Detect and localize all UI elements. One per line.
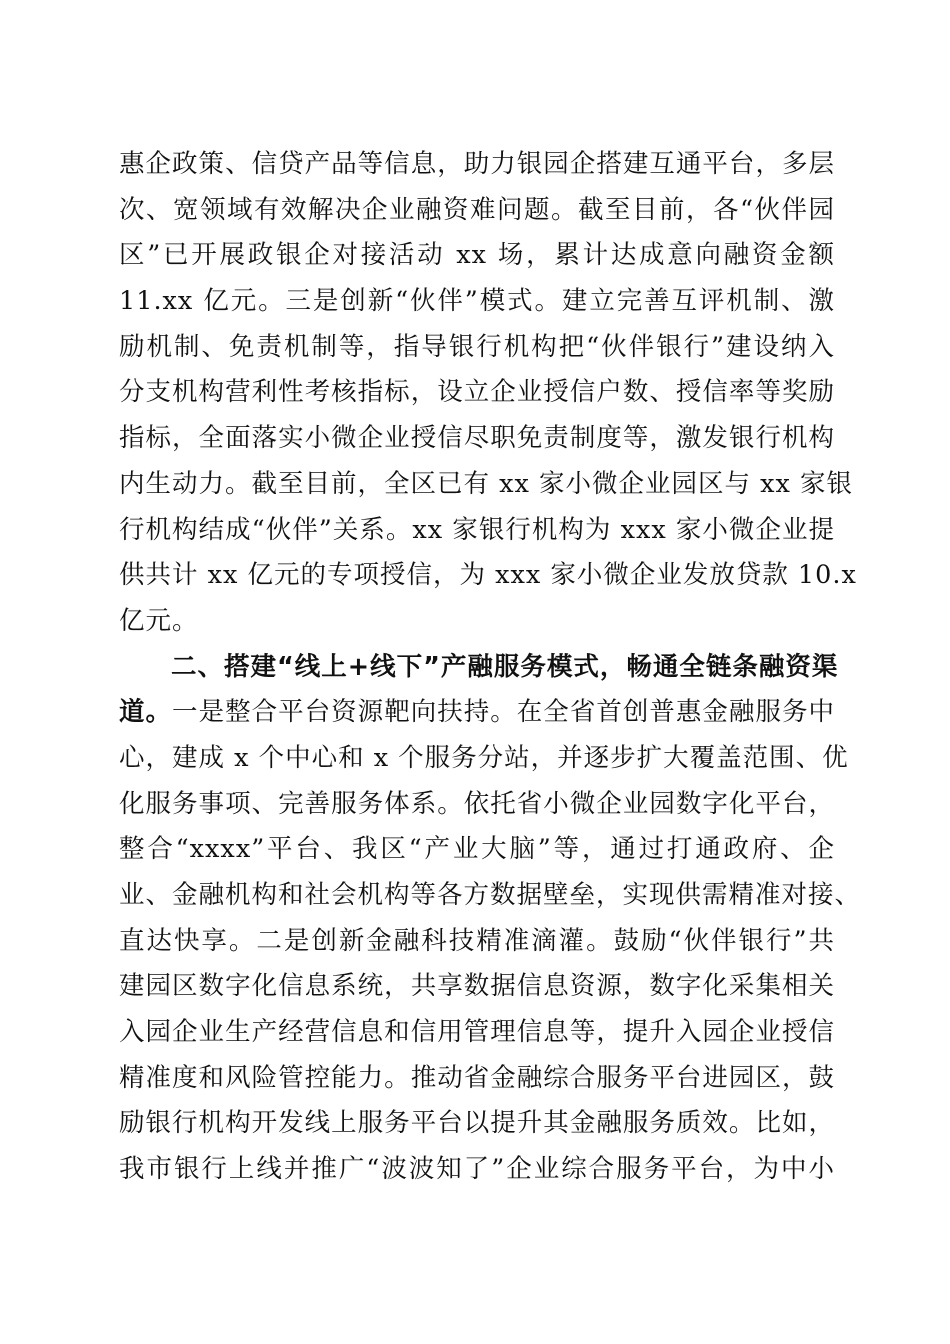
section-heading-continuation [119,690,835,736]
body-text-line: 分支机构营利性考核指标，设立企业授信户数、授信率等奖励 [119,377,835,408]
body-text-line: 惠企政策、信贷产品等信息，助力银园企搭建互通平台，多层 [119,149,835,179]
body-text-line: 行机构结成“伙伴”关系。xx 家银行机构为 xxx 家小微企业提 [119,514,835,545]
body-text-line: 亿元。 [119,605,199,636]
body-text-line: 直达快享。二是创新金融科技精准滴灌。鼓励“伙伴银行”共 [119,925,835,956]
body-text-line: 精准度和风险管控能力。推动省金融综合服务平台进园区，鼓 [119,1062,835,1093]
body-text-line: 整合“xxxx”平台、我区“产业大脑”等，通过打通政府、企 [119,834,835,865]
document-body [119,142,862,1193]
body-text-line: 我市银行上线并推广“波波知了”企业综合服务平台，为中小 [119,1154,835,1185]
body-text-line: 入园企业生产经营信息和信用管理信息等，提升入园企业授信 [119,1017,835,1048]
body-text-line: 11.xx 亿元。三是创新“伙伴”模式。建立完善互评机制、激 [119,286,835,317]
section-heading: 二、搭建“线上+线下”产融服务模式，畅通全链条融资渠 [171,651,839,682]
section-heading-end: 道。 [119,697,173,728]
body-text-line: 指标，全面落实小微企业授信尽职免责制度等，激发银行机构 [119,423,835,454]
body-text-line: 励银行机构开发线上服务平台以提升其金融服务质效。比如， [119,1108,835,1139]
body-text-line: 心，建成 x 个中心和 x 个服务分站，并逐步扩大覆盖范围、优 [119,742,849,773]
body-text-line: 区”已开展政银企对接活动 xx 场，累计达成意向融资金额 [119,240,835,271]
body-text-line: 次、宽领域有效解决企业融资难问题。截至目前，各“伙伴园 [119,194,835,225]
body-text-line: 业、金融机构和社会机构等各方数据壁垒，实现供需精准对接、 [119,880,862,910]
body-text-span: 一是整合平台资源靶向扶持。在全省首创普惠金融服务中 [172,697,835,728]
body-text-line: 内生动力。截至目前，全区已有 xx 家小微企业园区与 xx 家银 [119,468,853,499]
body-text-line: 建园区数字化信息系统，共享数据信息资源，数字化采集相关 [119,971,835,1002]
body-text-line: 供共计 xx 亿元的专项授信，为 xxx 家小微企业发放贷款 10.x [119,560,857,591]
body-text-line: 化服务事项、完善服务体系。依托省小微企业园数字化平台， [119,788,835,819]
body-text-line: 励机制、免责机制等，指导银行机构把“伙伴银行”建设纳入 [119,331,835,362]
